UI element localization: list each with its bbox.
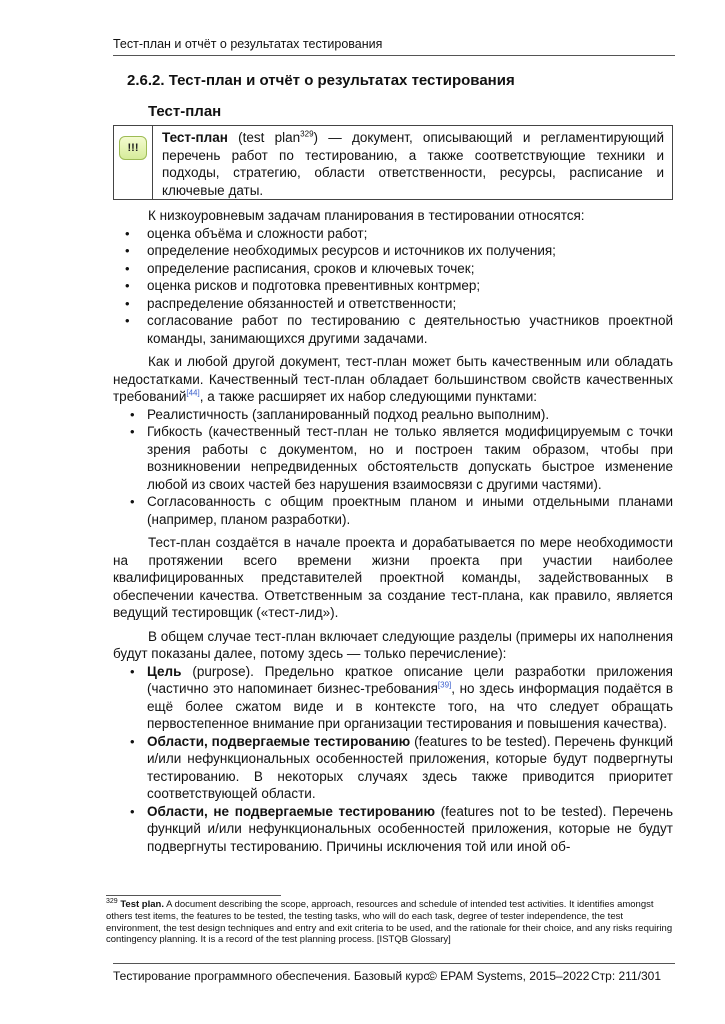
footnote [106, 899, 674, 946]
subsection-heading: Тест-план [148, 103, 222, 120]
definition-term: Тест-план [162, 130, 228, 145]
definition-term-en: (test plan [227, 130, 301, 145]
creation-paragraph: Тест-план создаётся в начале проекта и дорабатывается по мере необходимости на протяжении всего времени жизни проекта при участии наиболее квалифицированных представителей проектной команды, задействованных в обеспечении качества. Ответственным за создание тест-плана, как правило, является ведущий тестировщик («тест-лид»). [113, 535, 673, 620]
list-item: • Области, не подвергаемые тестированию (features not to be tested). Перечень функций и/или нефункциональных особенностей приложения, которые не будут подвергнуты тестированию. Причины исключения той или иной об- [113, 803, 673, 856]
sections-intro: В общем случае тест-план включает следующие разделы (примеры их наполнения будут показаны далее, потому здесь — только перечисление): [113, 628, 673, 661]
footer-copyright: © EPAM Systems, 2015–2022 [428, 969, 590, 983]
definition-box [113, 125, 673, 200]
list-item: • Области, подвергаемые тестированию (features to be tested). Перечень функций и/или нефункциональных особенностей приложения, которые будут подвергнуты тестированию. В некоторых случаях здесь также приводится приоритет соответствующей области. [113, 733, 673, 803]
list-item: • распределение обязанностей и ответственности; [113, 295, 673, 313]
footnote-divider [106, 895, 281, 896]
header-divider [113, 55, 675, 56]
quality-paragraph: Как и любой другой документ, тест-план может быть качественным или обладать недостатками. Качественный тест-план обладает большинством свойств качественных требований[44], а также расширяет их набор следующими пунктами: [113, 354, 673, 404]
footer-book-title: Тестирование программного обеспечения. Базовый курс. [113, 969, 433, 983]
list-item: • определение расписания, сроков и ключевых точек; [113, 260, 673, 278]
footer-divider [113, 963, 675, 964]
planning-intro: К низкоуровневым задачам планирования в тестировании относятся: [148, 208, 585, 223]
list-item: • Цель (purpose). Предельно краткое описание цели разработки приложения (частично это напоминает бизнес-требования[39], но здесь информация подаётся в ещё более сжатом виде и в контексте того, на что следует обращать первостепенное внимание при организации тестирования и повышения качества). [113, 663, 673, 733]
list-item: • Реалистичность (запланированный подход реально выполним). [113, 406, 673, 424]
footer-page-number: Стр: 211/301 [591, 969, 661, 983]
important-icon: !!! [119, 136, 147, 160]
list-item: • согласование работ по тестированию с деятельностью участников проектной команды, занимающихся другими задачами. [113, 312, 673, 347]
definition-text [153, 126, 672, 199]
footnote-text: A document describing the scope, approach, resources and schedule of intended test activities. It identifies amongst others test items, the features to be tested, the testing tasks, who will do each task, degree of tester independence, the test environment, the test design techniques and entry and exit criteria to be used, and the rationale for their choice, and any risks requiring contingency planning. It is a record of the test planning process. [ISTQB Glossary] [106, 899, 673, 946]
section-heading: 2.6.2. Тест-план и отчёт о результатах тестирования [127, 72, 515, 89]
definition-body: ) — документ, описывающий и регламентирующий перечень работ по тестированию, а также соответствующие техники и подходы, стратегию, области ответственности, ресурсы, расписание и ключевые даты. [162, 130, 665, 198]
list-item: • определение необходимых ресурсов и источников их получения; [113, 242, 673, 260]
list-item: • оценка объёма и сложности работ; [113, 225, 673, 243]
list-item: • оценка рисков и подготовка превентивных контрмер; [113, 277, 673, 295]
running-header: Тест-план и отчёт о результатах тестирования [113, 37, 383, 51]
list-item: • Согласованность с общим проектным планом и иными отдельными планами (например, планом разработки). [113, 493, 673, 528]
reference-link-44[interactable]: [44] [186, 388, 200, 398]
definition-icon-cell [114, 126, 153, 199]
quality-list [113, 406, 673, 529]
footnote-number: 329 [106, 897, 118, 905]
main-body [113, 207, 673, 855]
list-item: • Гибкость (качественный тест-план не только является модифицируемым с точки зрения работы с документом, но и построен таким образом, чтобы при возникновении непредвиденных обстоятельств допускать быстрое изменение любой из своих частей без нарушения взаимосвязи с другими частями). [113, 423, 673, 493]
footnote-term: Test plan. [120, 899, 164, 910]
reference-link-39[interactable]: [39] [437, 680, 452, 690]
footnote-ref-329[interactable]: 329 [300, 129, 314, 139]
sections-list [113, 663, 673, 856]
planning-list [113, 225, 673, 348]
